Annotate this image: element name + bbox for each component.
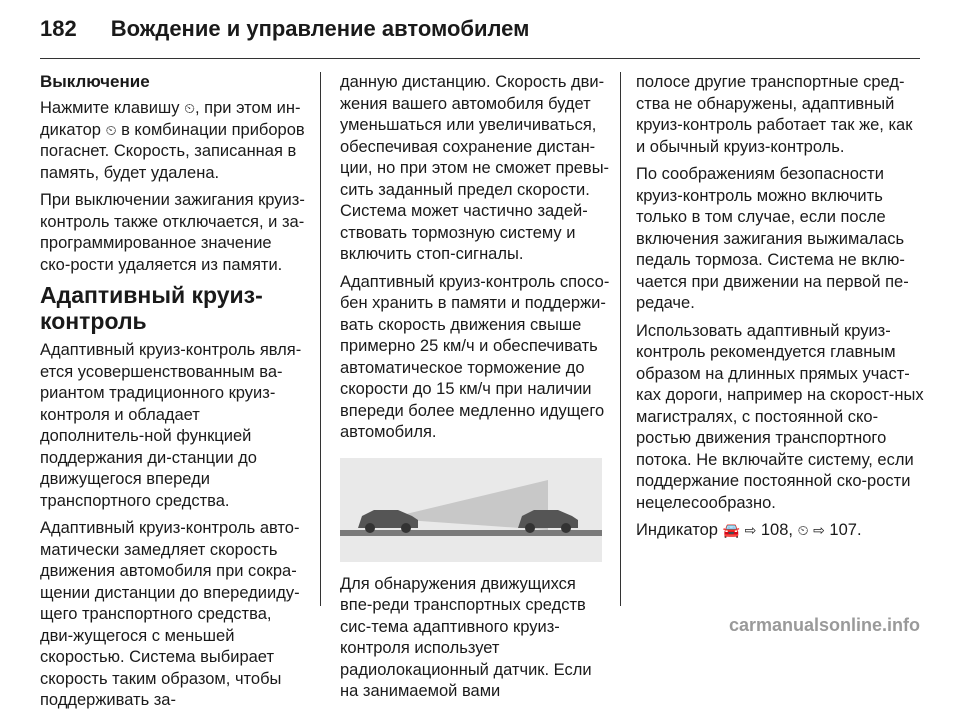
page-number: 182	[40, 16, 77, 41]
cruise-control-icon: ⏲	[105, 121, 117, 138]
paragraph: Адаптивный круиз-контроль явля-ется усовершенствованным ва-риантом традиционного круиз-контроля и обладает дополнитель-ной функцией поддержания ди-станции до движущегося впереди транспортного средства.	[40, 341, 302, 510]
paragraph: Для обнаружения движущихся впе-реди транспортных средств сис-тема адаптивного круиз-контроля использует радиолокационный датчик. Если на занимаемой вами	[340, 574, 592, 700]
paragraph: Использовать адаптивный круиз-контроль рекомендуется главным образом на длинных прямых участ-ках дороги, например на скорост-ных магистралях, с постоянной ско-ростью движения транспортного потока. Не включайте систему, если поддержание постоянной ско-рости нецелесообразно.	[636, 321, 924, 512]
column-2	[340, 72, 610, 709]
page-header	[40, 16, 529, 50]
cruise-control-icon: ⏲	[797, 522, 809, 538]
paragraph: Нажмите клавишу ⏲, при этом ин-дикатор ⏲ в комбинации приборов погаснет. Скорость, записанная в память, будет удалена.	[40, 99, 305, 182]
radar-illustration-svg	[340, 458, 602, 562]
column-1	[40, 72, 306, 718]
paragraph: полосе другие транспортные сред-ства не обнаружены, адаптивный круиз-контроль работает так же, как и обычный круиз-контроль.	[636, 73, 913, 156]
column-divider	[320, 72, 321, 606]
page-title: Вождение и управление автомобилем	[110, 16, 530, 41]
header-rule	[40, 58, 920, 59]
paragraph: Адаптивный круиз-контроль спосо-бен хранить в памяти и поддержи-вать скорость движения свыше примерно 25 км/ч и обеспечивать автоматическое торможение до скорости до 15 км/ч при наличии впереди более медленно идущего автомобиля.	[340, 272, 610, 441]
cruise-control-icon: ⏲	[184, 100, 196, 116]
column-3	[636, 72, 926, 548]
page-ref-arrow-icon: ⇨	[813, 522, 825, 538]
column-divider	[620, 72, 621, 606]
radar-illustration	[340, 458, 602, 562]
paragraph: Индикатор 🚘 ⇨ 108, ⏲ ⇨ 107.	[636, 520, 926, 542]
car-ahead-icon: 🚘	[722, 522, 740, 538]
watermark: carmanualsonline.info	[728, 615, 920, 635]
paragraph: данную дистанцию. Скорость дви-жения вашего автомобиля будет уменьшаться или увеличиваться, обеспечивая сохранение дистан-ции, но при этом не сможет превы-сить заданный предел скорости. Система может частично задей-ствовать тормозную систему и включить стоп-сигналы.	[340, 73, 610, 263]
page-ref-arrow-icon: ⇨	[744, 522, 757, 538]
paragraph: По соображениям безопасности круиз-контроль можно включить только в том случае, если после включения зажигания выжималась педаль тормоза. Система не вклю-чается при движении на первой пе-редаче.	[636, 165, 909, 312]
paragraph: При выключении зажигания круиз-контроль также отключается, и за-программированное значение ско-рости удаляется из памяти.	[40, 191, 305, 274]
paragraph: Адаптивный круиз-контроль авто-матически замедляет скорость движения автомобиля при сокра-щении дистанции до впередииду-щего транспортного средства, дви-жущегося с меньшей скоростью. Система выбирает скорость таким образом, чтобы поддерживать за-	[40, 519, 300, 709]
subheading-off: Выключение	[40, 72, 150, 91]
section-title: Адаптивный круиз-контроль	[40, 282, 263, 334]
